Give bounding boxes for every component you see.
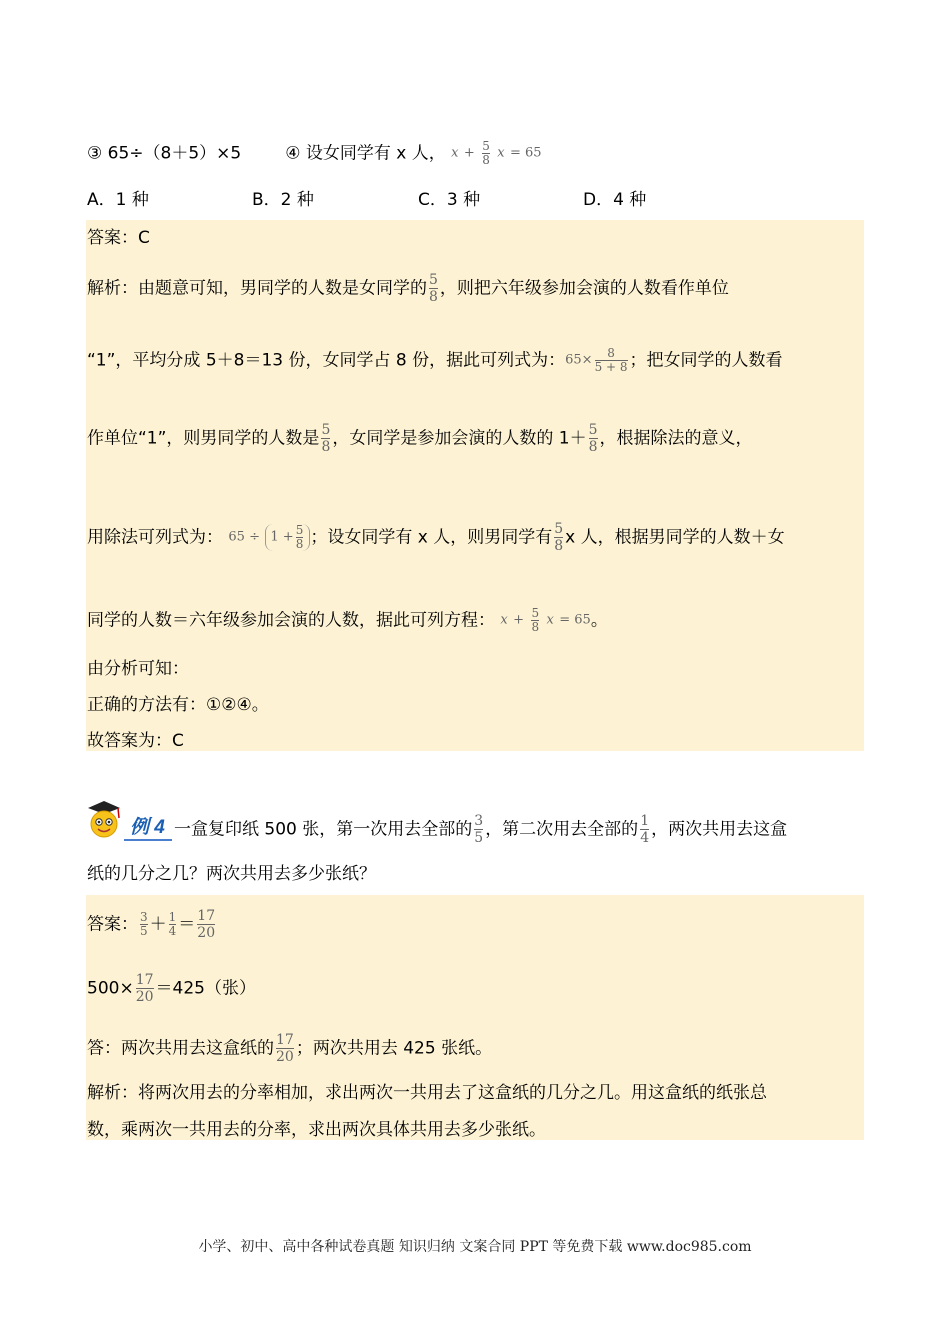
text: 作单位“1”，则男同学的人数是 <box>87 428 320 449</box>
option-a: A．1 种 <box>87 190 149 210</box>
answer-1: 答案：C <box>87 228 150 248</box>
analysis-line-3 <box>87 422 753 455</box>
num: 5 <box>588 422 598 438</box>
example-label: 例 4 <box>130 817 165 838</box>
num: 17 <box>276 1032 294 1048</box>
analysis-line-7: 正确的方法有：①②④。 <box>87 695 269 715</box>
option-b: B．2 种 <box>252 190 314 210</box>
fraction-3-5 <box>474 813 483 846</box>
math-65x: 65× <box>565 352 593 368</box>
question-options-line <box>87 140 542 167</box>
num: 5 <box>482 139 490 153</box>
num: 5 <box>554 521 564 537</box>
fraction-1-4 <box>640 813 649 846</box>
fraction-1-4 <box>169 911 177 938</box>
den: 5 <box>474 830 484 846</box>
den: 20 <box>276 1049 294 1065</box>
num: 5 <box>531 606 540 620</box>
fraction-8-5p8 <box>595 347 628 374</box>
analysis-line-8: 故答案为：C <box>87 731 184 751</box>
example4-line-2: 纸的几分之几？两次共用去多少张纸？ <box>87 864 376 884</box>
den: 8 <box>588 439 598 455</box>
text: x 人，根据男同学的人数＋女 <box>565 527 785 548</box>
text: 一盒复印纸 500 张，第一次用去全部的 <box>174 819 473 840</box>
analysis-line-6: 由分析可知： <box>87 659 189 679</box>
example-badge <box>86 798 172 844</box>
option-c: C．3 种 <box>418 190 481 210</box>
example4-answer-line-1 <box>87 908 217 941</box>
math-plus: + <box>463 145 475 161</box>
num: 1 <box>640 813 650 829</box>
text: 同学的人数＝六年级参加会演的人数，据此可列方程： <box>87 610 495 631</box>
example4-explanation-2: 数，乘两次一共用去的分率，求出两次具体共用去多少张纸。 <box>87 1120 546 1140</box>
text: 。 <box>590 610 608 631</box>
op: ＋ <box>149 914 167 935</box>
text: “1”，平均分成 5＋8＝13 份，女同学占 8 份，据此可列式为： <box>87 350 566 371</box>
text: ，第二次用去全部的 <box>485 819 639 840</box>
text: 用除法可列式为： <box>87 527 223 548</box>
page-footer: 小学、初中、高中各种试卷真题 知识归纳 文案合同 PPT 等免费下载 www.doc985.com <box>198 1239 752 1255</box>
text: ，则把六年级参加会演的人数看作单位 <box>439 278 729 299</box>
den: 20 <box>135 989 154 1005</box>
fraction-5-8 <box>296 524 304 551</box>
text: ＝425（张） <box>155 978 256 999</box>
text: ，两次共用去这盒 <box>651 819 788 840</box>
analysis-line-1 <box>87 272 729 305</box>
num: 3 <box>474 813 484 829</box>
text: ，根据除法的意义， <box>599 428 753 449</box>
text: ；两次共用去 425 张纸。 <box>295 1038 493 1059</box>
math-x: x <box>546 612 554 628</box>
math-65div: 65 ÷ <box>228 529 260 545</box>
text: 答案： <box>87 914 138 935</box>
den: 8 <box>482 153 490 167</box>
method-3: ③ 65÷（8＋5）×5 <box>87 143 242 164</box>
text: 解析：由题意可知，男同学的人数是女同学的 <box>87 278 427 299</box>
math-eq: = 65 <box>559 612 591 628</box>
fraction-5-8 <box>554 521 563 554</box>
den: 5 <box>140 924 148 938</box>
fraction-5-8 <box>321 422 330 455</box>
fraction-17-20 <box>136 972 154 1005</box>
den: 8 <box>554 538 564 554</box>
den: 4 <box>168 924 177 938</box>
analysis-line-4 <box>87 521 785 554</box>
den: 8 <box>321 439 331 455</box>
num: 17 <box>135 972 154 988</box>
den: 5 + 8 <box>594 360 628 374</box>
fraction-5-8 <box>531 607 539 634</box>
num: 3 <box>140 910 148 924</box>
fraction-3-5 <box>140 911 148 938</box>
math-x: x <box>500 612 508 628</box>
method-4: ④ 设女同学有 x 人， <box>285 143 446 164</box>
num: 5 <box>295 523 304 537</box>
den: 8 <box>429 289 438 305</box>
num: 8 <box>607 346 615 360</box>
math-1plus: 1 + <box>270 529 294 545</box>
math-x: x <box>497 145 505 161</box>
text: 500× <box>87 978 134 999</box>
den: 8 <box>531 620 540 634</box>
example4-line-1 <box>174 813 787 846</box>
example4-answer-line-3 <box>87 1032 492 1065</box>
fraction-5-8 <box>482 140 490 167</box>
num: 1 <box>168 910 177 924</box>
text: ；设女同学有 x 人，则男同学有 <box>310 527 553 548</box>
den: 20 <box>197 925 216 941</box>
num: 5 <box>321 422 331 438</box>
num: 5 <box>429 272 438 288</box>
den: 8 <box>295 537 304 551</box>
fraction-17-20 <box>197 908 215 941</box>
num: 17 <box>197 908 216 924</box>
analysis-line-2 <box>87 347 783 374</box>
text: ；把女同学的人数看 <box>629 350 783 371</box>
option-d: D．4 种 <box>583 190 647 210</box>
analysis-line-5 <box>87 607 608 634</box>
text: 答：两次共用去这盒纸的 <box>87 1038 274 1059</box>
fraction-5-8 <box>589 422 598 455</box>
example4-answer-line-2 <box>87 972 256 1005</box>
op: ＝ <box>178 914 196 935</box>
example4-explanation-1: 解析：将两次用去的分率相加，求出两次一共用去了这盒纸的几分之几。用这盒纸的纸张总 <box>87 1083 767 1103</box>
den: 4 <box>640 830 650 846</box>
paren-group <box>265 524 310 551</box>
math-plus: + <box>513 612 525 628</box>
fraction-5-8 <box>429 272 438 305</box>
text: ，女同学是参加会演的人数的 1＋ <box>332 428 587 449</box>
math-x: x <box>451 145 459 161</box>
math-eq: = 65 <box>510 145 542 161</box>
fraction-17-20 <box>276 1032 294 1065</box>
